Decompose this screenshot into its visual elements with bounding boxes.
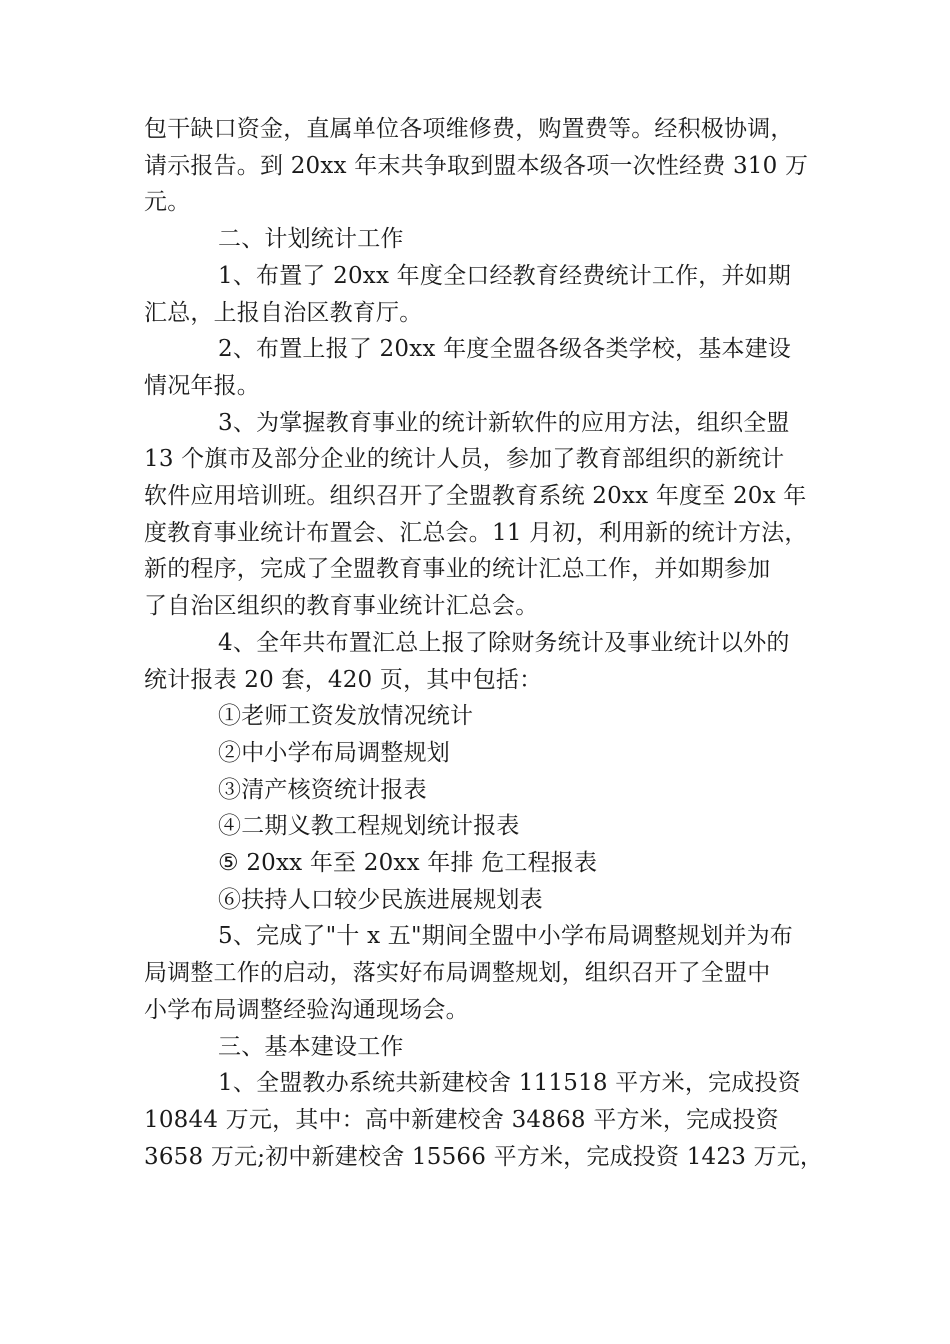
text-line: 统计报表 20 套，420 页，其中包括： (144, 666, 543, 693)
text-line: 软件应用培训班。组织召开了全盟教育系统 20xx 年度至 20x 年 (144, 483, 807, 510)
text-line: 3658 万元;初中新建校舍 15566 平方米，完成投资 1423 万元， (144, 1143, 824, 1170)
paragraph (144, 845, 814, 882)
paragraph (144, 735, 814, 772)
paragraph (144, 882, 814, 919)
text-line: 2、布置上报了 20xx 年度全盟各级各类学校，基本建设 (218, 336, 792, 363)
text-line: 三、基本建设工作 (218, 1033, 404, 1060)
text-line: 局调整工作的启动，落实好布局调整规划，组织召开了全盟中 (144, 960, 771, 987)
text-line: 新的程序，完成了全盟教育事业的统计汇总工作，并如期参加 (144, 556, 771, 583)
paragraph (144, 1029, 814, 1066)
paragraph (144, 772, 814, 809)
text-line: ⑥扶持人口较少民族进展规划表 (218, 886, 543, 913)
paragraph (144, 221, 814, 258)
text-line: 5、完成了"十 x 五"期间全盟中小学布局调整规划并为布 (218, 923, 793, 950)
text-line: 3、为掌握教育事业的统计新软件的应用方法，组织全盟 (218, 409, 790, 436)
text-line: ①老师工资发放情况统计 (218, 703, 474, 730)
paragraph (144, 111, 814, 221)
paragraph (144, 625, 814, 698)
text-line: 请示报告。到 20xx 年末共争取到盟本级各项一次性经费 310 万 (144, 152, 809, 179)
text-line: ②中小学布局调整规划 (218, 739, 450, 766)
paragraph (144, 918, 814, 1028)
document-page (144, 111, 824, 1175)
paragraph (144, 331, 814, 404)
text-line: 10844 万元，其中：高中新建校舍 34868 平方米，完成投资 (144, 1106, 779, 1133)
text-line: ⑤ 20xx 年至 20xx 年排 危工程报表 (218, 850, 598, 877)
text-line: 汇总，上报自治区教育厅。 (144, 299, 423, 326)
text-line: 小学布局调整经验沟通现场会。 (144, 996, 469, 1023)
paragraph (144, 1065, 824, 1175)
text-line: 4、全年共布置汇总上报了除财务统计及事业统计以外的 (218, 629, 790, 656)
text-line: ④二期义教工程规划统计报表 (218, 813, 520, 840)
paragraph (144, 808, 814, 845)
text-line: ③清产核资统计报表 (218, 776, 427, 803)
paragraph (144, 258, 814, 331)
text-line: 13 个旗市及部分企业的统计人员，参加了教育部组织的新统计 (144, 446, 785, 473)
text-line: 二、计划统计工作 (218, 226, 404, 253)
text-line: 度教育事业统计布置会、汇总会。11 月初，利用新的统计方法， (144, 519, 808, 546)
paragraph (144, 405, 814, 625)
text-line: 1、全盟教办系统共新建校舍 111518 平方米，完成投资 (218, 1070, 801, 1097)
text-line: 了自治区组织的教育事业统计汇总会。 (144, 593, 539, 620)
text-line: 1、布置了 20xx 年度全口经教育经费统计工作，并如期 (218, 262, 792, 289)
text-line: 元。 (144, 189, 191, 216)
paragraph (144, 698, 814, 735)
text-line: 情况年报。 (144, 372, 260, 399)
text-line: 包干缺口资金，直属单位各项维修费，购置费等。经积极协调， (144, 116, 794, 142)
